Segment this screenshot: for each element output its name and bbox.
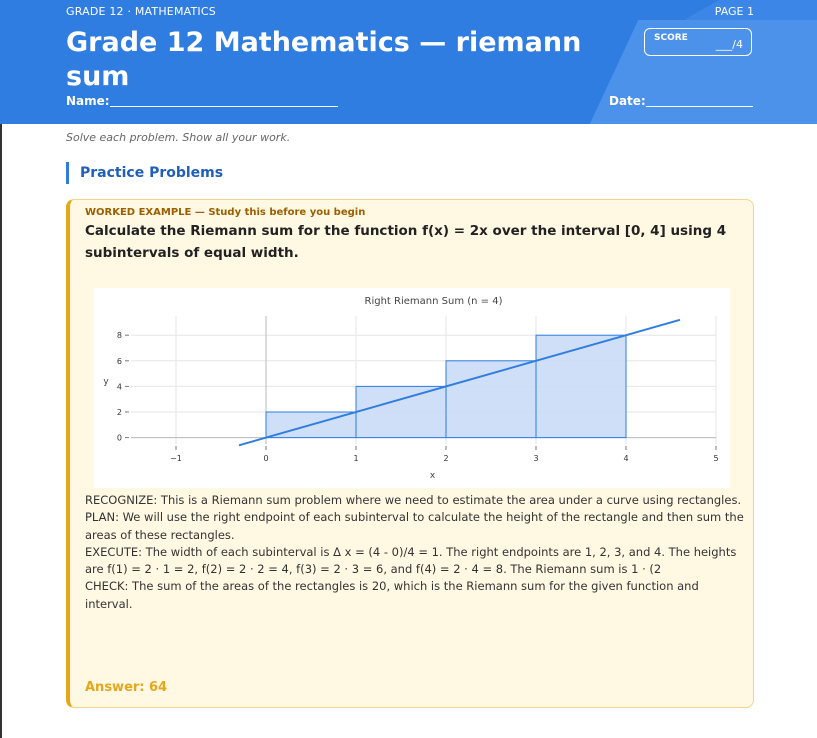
worked-example-tag: WORKED EXAMPLE — Study this before you begin bbox=[85, 207, 366, 218]
date-label: Date: bbox=[609, 94, 646, 108]
y-axis-label: y bbox=[103, 376, 109, 387]
x-axis-label: x bbox=[429, 471, 436, 481]
chart-svg bbox=[94, 288, 730, 488]
question-text: Calculate the Riemann sum for the function f(x) = 2x over the interval [0, 4] using 4 subintervals of equal width. bbox=[85, 223, 727, 261]
worked-example-card bbox=[66, 199, 754, 708]
solution-check: CHECK: The sum of the areas of the rectangles is 20, which is the Riemann sum for the given function and interval. bbox=[85, 579, 699, 611]
solution-plan: PLAN: We will use the right endpoint of each subinterval to calculate the height of the rectangle and then sum the areas of these rectangles. bbox=[85, 510, 744, 542]
name-field[interactable] bbox=[110, 106, 338, 107]
y-tick-label: 6 bbox=[116, 356, 122, 366]
y-tick-label: 4 bbox=[116, 382, 122, 392]
score-box bbox=[644, 28, 752, 56]
y-tick-label: 2 bbox=[116, 408, 122, 417]
chart-title: Right Riemann Sum (n = 4) bbox=[364, 296, 503, 307]
instructions: Solve each problem. Show all your work. bbox=[66, 131, 291, 144]
solution-recognize: RECOGNIZE: This is a Riemann sum problem where we need to estimate the area under a curve using rectangles. bbox=[85, 493, 742, 507]
solution-execute: EXECUTE: The width of each subinterval is Δ x = (4 - 0)/4 = 1. The right endpoints are 1, 2, 3, and 4. The heights are f(1) = 2 · 1 = 2, f(2) = 2 · 2 = 4, f(3) = 2 · 3 = 6, and f(4) = 2 · 4 = 8. The Riemann sum is 1 · (2 bbox=[85, 544, 737, 577]
grade-subject-label: GRADE 12 · MATHEMATICS bbox=[66, 5, 216, 18]
riemann-rectangle bbox=[356, 386, 446, 437]
x-tick-label: 5 bbox=[713, 454, 719, 463]
riemann-chart bbox=[94, 288, 730, 488]
x-tick-label: 3 bbox=[533, 454, 539, 463]
x-tick-label: 4 bbox=[623, 454, 629, 463]
x-tick-label: 0 bbox=[263, 454, 269, 463]
y-tick-label: 8 bbox=[116, 331, 122, 341]
date-field[interactable] bbox=[646, 106, 753, 107]
worksheet-header bbox=[0, 0, 817, 124]
page-title: Grade 12 Mathematics — riemann sum bbox=[66, 27, 582, 92]
x-tick-label: 2 bbox=[443, 454, 449, 463]
riemann-rectangle bbox=[536, 335, 626, 437]
name-label: Name: bbox=[66, 94, 110, 108]
page-number: PAGE 1 bbox=[714, 5, 754, 18]
y-tick-label: 0 bbox=[116, 433, 122, 443]
section-title: Practice Problems bbox=[66, 162, 223, 184]
score-value: ___/4 bbox=[715, 38, 743, 51]
x-tick-label: −1 bbox=[170, 454, 182, 463]
score-label: SCORE bbox=[654, 33, 688, 43]
x-tick-label: 1 bbox=[353, 454, 359, 463]
solution-text bbox=[85, 492, 745, 613]
answer-text: Answer: 64 bbox=[85, 680, 168, 695]
riemann-rectangle bbox=[446, 361, 536, 438]
